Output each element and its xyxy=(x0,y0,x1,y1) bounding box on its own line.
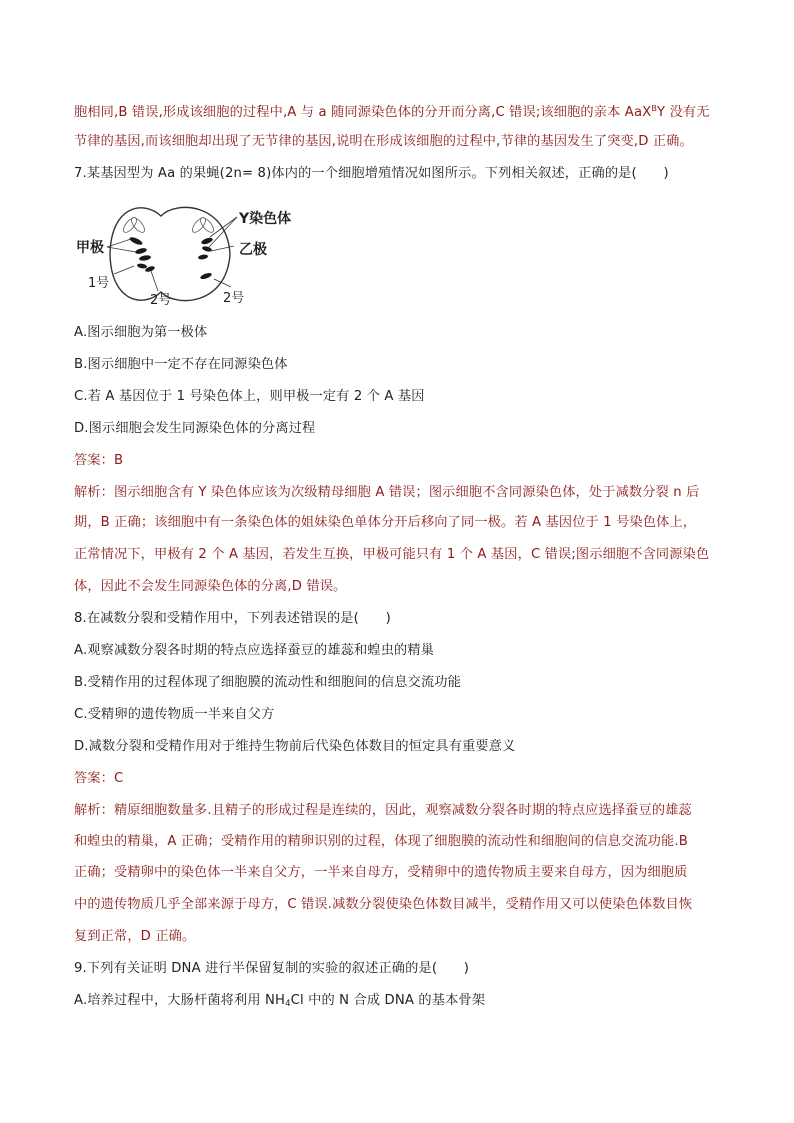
label-chromosome-2-left: 2号 xyxy=(150,293,172,308)
label-leaders xyxy=(107,217,237,291)
question-7-option-d: D.图示细胞会发生同源染色体的分离过程 xyxy=(74,421,316,436)
label-jia-pole: 甲极 xyxy=(76,240,104,256)
explanation-line: 节律的基因,而该细胞却出现了无节律的基因,说明在形成该细胞的过程中,节律的基因发生了突变,D 正确。 xyxy=(74,134,693,149)
question-8-option-b: B.受精作用的过程体现了细胞膜的流动性和细胞间的信息交流功能 xyxy=(74,675,461,690)
right-pole-chromosomes xyxy=(198,237,214,281)
label-chromosome-2-right: 2号 xyxy=(223,291,245,306)
label-y-chromosome: Y染色体 xyxy=(239,211,292,227)
spindle-poles xyxy=(121,216,216,235)
question-7-option-a: A.图示细胞为第一极体 xyxy=(74,325,208,340)
question-8-analysis-line: 复到正常，D 正确。 xyxy=(74,929,196,944)
question-8-analysis-line: 解析：精原细胞数量多.且精子的形成过程是连续的，因此，观察减数分裂各时期的特点应选择蚕豆的雄蕊 xyxy=(74,803,692,818)
question-8-analysis-line: 正确；受精卵中的染色体一半来自父方，一半来自母方，受精卵中的遗传物质主要来自母方，因为细胞质 xyxy=(74,865,688,880)
explanation-text: 胞相同,B 错误,形成该细胞的过程中,A 与 a 随同源染色体的分开而分离,C 错误;该细胞的亲本 AaX xyxy=(74,105,652,120)
explanation-line xyxy=(74,103,724,123)
option-text: Cl 中的 N 合成 DNA 的基本骨架 xyxy=(290,993,486,1008)
question-8-stem: 8.在减数分裂和受精作用中，下列表述错误的是( ) xyxy=(74,611,391,626)
question-8-analysis-line: 和蝗虫的精巢，A 正确；受精作用的精卵识别的过程，体现了细胞膜的流动性和细胞间的信息交流功能.B xyxy=(74,834,688,849)
question-8-analysis-line: 中的遗传物质几乎全部来源于母方，C 错误.减数分裂使染色体数目减半，受精作用又可以使染色体数目恢 xyxy=(74,897,693,912)
question-7-analysis-line: 解析：图示细胞含有 Y 染色体应该为次级精母细胞 A 错误；图示细胞不含同源染色体，处于减数分裂 n 后 xyxy=(74,485,700,500)
left-pole-chromosomes xyxy=(129,236,156,273)
option-text: A.培养过程中，大肠杆菌将利用 NH xyxy=(74,993,286,1008)
question-7-analysis-line: 期，B 正确；该细胞中有一条染色体的姐妹染色单体分开后移向了同一极。若 A 基因位于 1 号染色体上， xyxy=(74,515,697,530)
question-7-stem: 7.某基因型为 Aa 的果蝇(2n= 8)体内的一个细胞增殖情况如图所示。下列相关叙述，正确的是( ) xyxy=(74,166,669,181)
question-7-option-c: C.若 A 基因位于 1 号染色体上，则甲极一定有 2 个 A 基因 xyxy=(74,389,425,404)
question-9-option-a xyxy=(74,991,724,1011)
superscript: B xyxy=(651,104,658,113)
label-yi-pole: 乙极 xyxy=(239,242,267,258)
question-9-stem: 9.下列有关证明 DNA 进行半保留复制的实验的叙述正确的是( ) xyxy=(74,961,470,976)
question-7-answer: 答案：B xyxy=(74,453,124,468)
question-8-option-d: D.减数分裂和受精作用对于维持生物前后代染色体数目的恒定具有重要意义 xyxy=(74,739,516,754)
question-7-analysis-line: 正常情况下，甲极有 2 个 A 基因，若发生互换，甲极可能只有 1 个 A 基因，C 错误;图示细胞不含同源染色 xyxy=(74,547,710,562)
question-7-analysis-line: 体，因此不会发生同源染色体的分离,D 错误。 xyxy=(74,579,347,594)
cell-division-diagram xyxy=(74,203,292,308)
explanation-text: Y 没有无 xyxy=(657,105,710,120)
question-8-answer: 答案：C xyxy=(74,771,124,786)
label-chromosome-1: 1号 xyxy=(88,276,110,291)
question-8-option-a: A.观察减数分裂各时期的特点应选择蚕豆的雄蕊和蝗虫的精巢 xyxy=(74,643,435,658)
question-7-option-b: B.图示细胞中一定不存在同源染色体 xyxy=(74,357,288,372)
question-8-option-c: C.受精卵的遗传物质一半来自父方 xyxy=(74,707,275,722)
subscript: 4 xyxy=(285,999,291,1009)
